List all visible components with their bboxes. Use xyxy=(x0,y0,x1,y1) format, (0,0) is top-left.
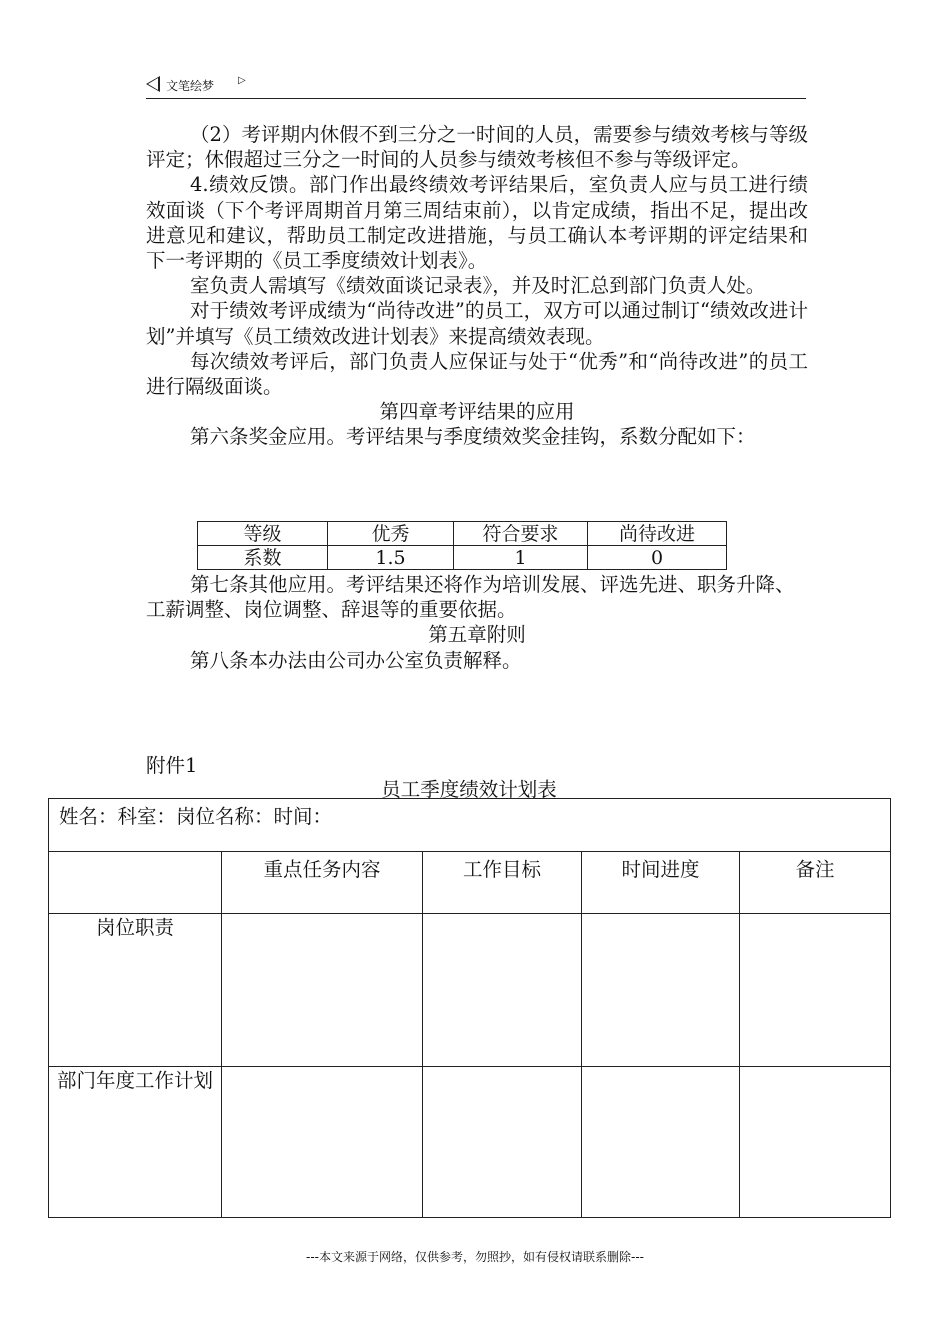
plan-row-label-annual-plan: 部门年度工作计划 xyxy=(49,1067,222,1218)
coef-excellent: 1.5 xyxy=(328,546,454,570)
paragraph-improvement-plan: 对于绩效考评成绩为“尚待改进”的员工，双方可以通过制订“绩效改进计划”并填写《员工绩效改进计划表》来提高绩效表现。 xyxy=(146,299,808,348)
plan-row-label-duties: 岗位职责 xyxy=(49,914,222,1067)
plan-info-row xyxy=(49,799,891,852)
coef-label: 系数 xyxy=(198,546,328,570)
plan-info-cell: 姓名：科室：岗位名称：时间： xyxy=(49,799,891,852)
form-title: 员工季度绩效计划表 xyxy=(381,778,557,801)
coef-header-excellent: 优秀 xyxy=(328,522,454,546)
plan-cell-empty xyxy=(222,914,423,1067)
coefficient-value-row xyxy=(198,546,727,570)
plan-cell-empty xyxy=(423,1067,582,1218)
plan-header-remarks: 备注 xyxy=(740,852,891,914)
plan-row-duties xyxy=(49,914,891,1067)
coef-header-improve: 尚待改进 xyxy=(588,522,727,546)
coefficient-header-row xyxy=(198,522,727,546)
paragraph-interpretation: 第八条本办法由公司办公室负责解释。 xyxy=(190,648,522,672)
coef-header-meets: 符合要求 xyxy=(454,522,588,546)
body-section-1 xyxy=(146,122,808,450)
coef-meets: 1 xyxy=(454,546,588,570)
coefficient-table xyxy=(197,521,727,570)
triangle-right-icon: ▷ xyxy=(238,75,246,86)
chapter-five-heading: 第五章附则 xyxy=(428,623,526,647)
plan-header-row xyxy=(49,852,891,914)
page-footer: ---本文来源于网络，仅供参考，勿照抄，如有侵权请联系删除--- xyxy=(306,1250,644,1264)
coef-header-grade: 等级 xyxy=(198,522,328,546)
triangle-left-icon xyxy=(146,76,160,92)
plan-cell-empty xyxy=(582,1067,740,1218)
plan-row-annual-plan xyxy=(49,1067,891,1218)
plan-cell-empty xyxy=(740,914,891,1067)
paragraph-other-use: 第七条其他应用。考评结果还将作为培训发展、评选先进、职务升降、工薪调整、岗位调整、辞退等的重要依据。 xyxy=(146,573,795,622)
plan-header-schedule: 时间进度 xyxy=(582,852,740,914)
plan-header-blank xyxy=(49,852,222,914)
header-brand: 文笔绘梦 xyxy=(166,79,215,93)
plan-table xyxy=(48,798,891,1218)
plan-cell-empty xyxy=(222,1067,423,1218)
paragraph-bonus: 第六条奖金应用。考评结果与季度绩效奖金挂钩，系数分配如下： xyxy=(190,425,756,449)
paragraph-skip-level: 每次绩效考评后，部门负责人应保证与处于“优秀”和“尚待改进”的员工进行隔级面谈。 xyxy=(146,349,808,399)
paragraph-interview-record: 室负责人需填写《绩效面谈记录表》，并及时汇总到部门负责人处。 xyxy=(190,274,766,298)
plan-cell-empty xyxy=(423,914,582,1067)
plan-cell-empty xyxy=(582,914,740,1067)
page-header xyxy=(146,74,806,99)
body-section-2 xyxy=(146,572,808,673)
paragraph-feedback: 4.绩效反馈。部门作出最终绩效考评结果后，室负责人应与员工进行绩效面谈（下个考评周期首月第三周结束前），以肯定成绩，指出不足，提出改进意见和建议，帮助员工制定改进措施，与员工确认本考评期的评定结果和下一考评期的《员工季度绩效计划表》。 xyxy=(146,173,808,273)
chapter-four-heading: 第四章考评结果的应用 xyxy=(379,400,575,424)
plan-header-task: 重点任务内容 xyxy=(222,852,423,914)
attachment-label: 附件1 xyxy=(146,754,198,777)
plan-header-goal: 工作目标 xyxy=(423,852,582,914)
plan-cell-empty xyxy=(740,1067,891,1218)
coef-improve: 0 xyxy=(588,546,727,570)
paragraph-leave-rule: （2）考评期内休假不到三分之一时间的人员，需要参与绩效考核与等级评定；休假超过三分之一时间的人员参与绩效考核但不参与等级评定。 xyxy=(146,123,808,172)
